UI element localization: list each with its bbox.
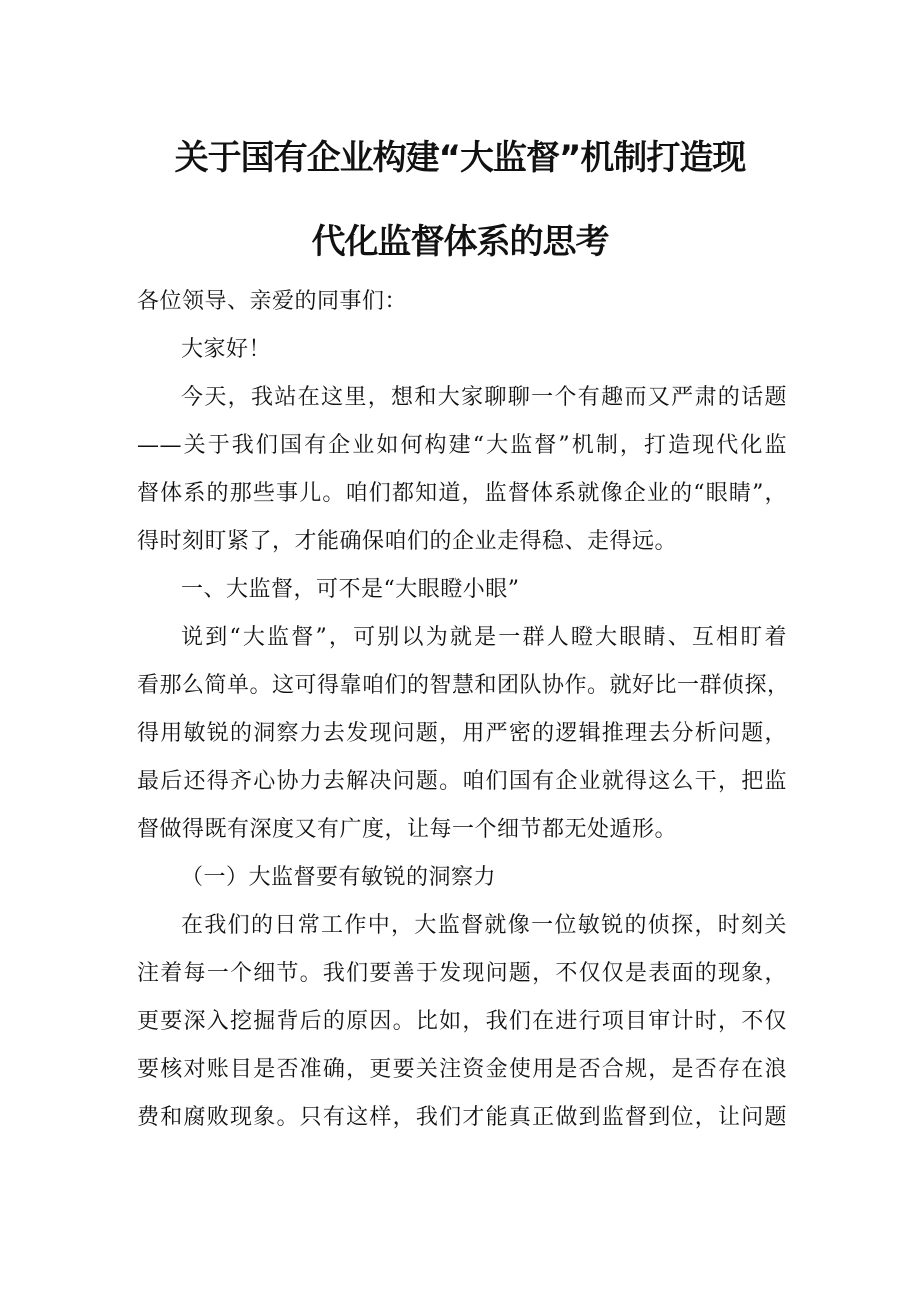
paragraph-line: 得用敏锐的洞察力去发现问题，用严密的逻辑推理去分析问题， [137,721,787,746]
paragraph-line: 最后还得齐心协力去解决问题。咱们国有企业就得这么干，把监 [137,769,787,794]
paragraph-line: ——关于我们国有企业如何构建“大监督”机制，打造现代化监 [137,433,787,458]
subsection-heading: （一）大监督要有敏锐的洞察力 [181,865,497,890]
paragraph-line: 督做得既有深度又有广度，让每一个细节都无处遁形。 [137,817,678,842]
paragraph-line: 说到“大监督”，可别以为就是一群人瞪大眼睛、互相盯着 [181,625,787,650]
section-heading: 一、大监督，可不是“大眼瞪小眼” [181,577,520,602]
paragraph-line: 看那么简单。这可得靠咱们的智慧和团队协作。就好比一群侦探， [137,673,790,698]
paragraph-line: 督体系的那些事儿。咱们都知道，监督体系就像企业的“眼睛”， [137,481,787,506]
document-title-line-2: 代化监督体系的思考 [311,222,609,262]
document-title-line-1: 关于国有企业构建“大监督”机制打造现 [174,138,746,178]
salutation: 各位领导、亲爱的同事们： [137,289,408,314]
paragraph-line: 要核对账目是否准确，更要关注资金使用是否合规，是否存在浪 [137,1057,787,1082]
paragraph-line: 注着每一个细节。我们要善于发现问题，不仅仅是表面的现象， [137,961,787,986]
paragraph-line: 今天，我站在这里，想和大家聊聊一个有趣而又严肃的话题 [181,385,787,410]
paragraph-line: 更要深入挖掘背后的原因。比如，我们在进行项目审计时，不仅 [137,1009,787,1034]
paragraph-line: 在我们的日常工作中，大监督就像一位敏锐的侦探，时刻关 [181,913,787,938]
paragraph-line: 得时刻盯紧了，才能确保咱们的企业走得稳、走得远。 [137,529,678,554]
paragraph-line: 费和腐败现象。只有这样，我们才能真正做到监督到位，让问题 [137,1105,787,1130]
greeting: 大家好！ [181,337,272,362]
